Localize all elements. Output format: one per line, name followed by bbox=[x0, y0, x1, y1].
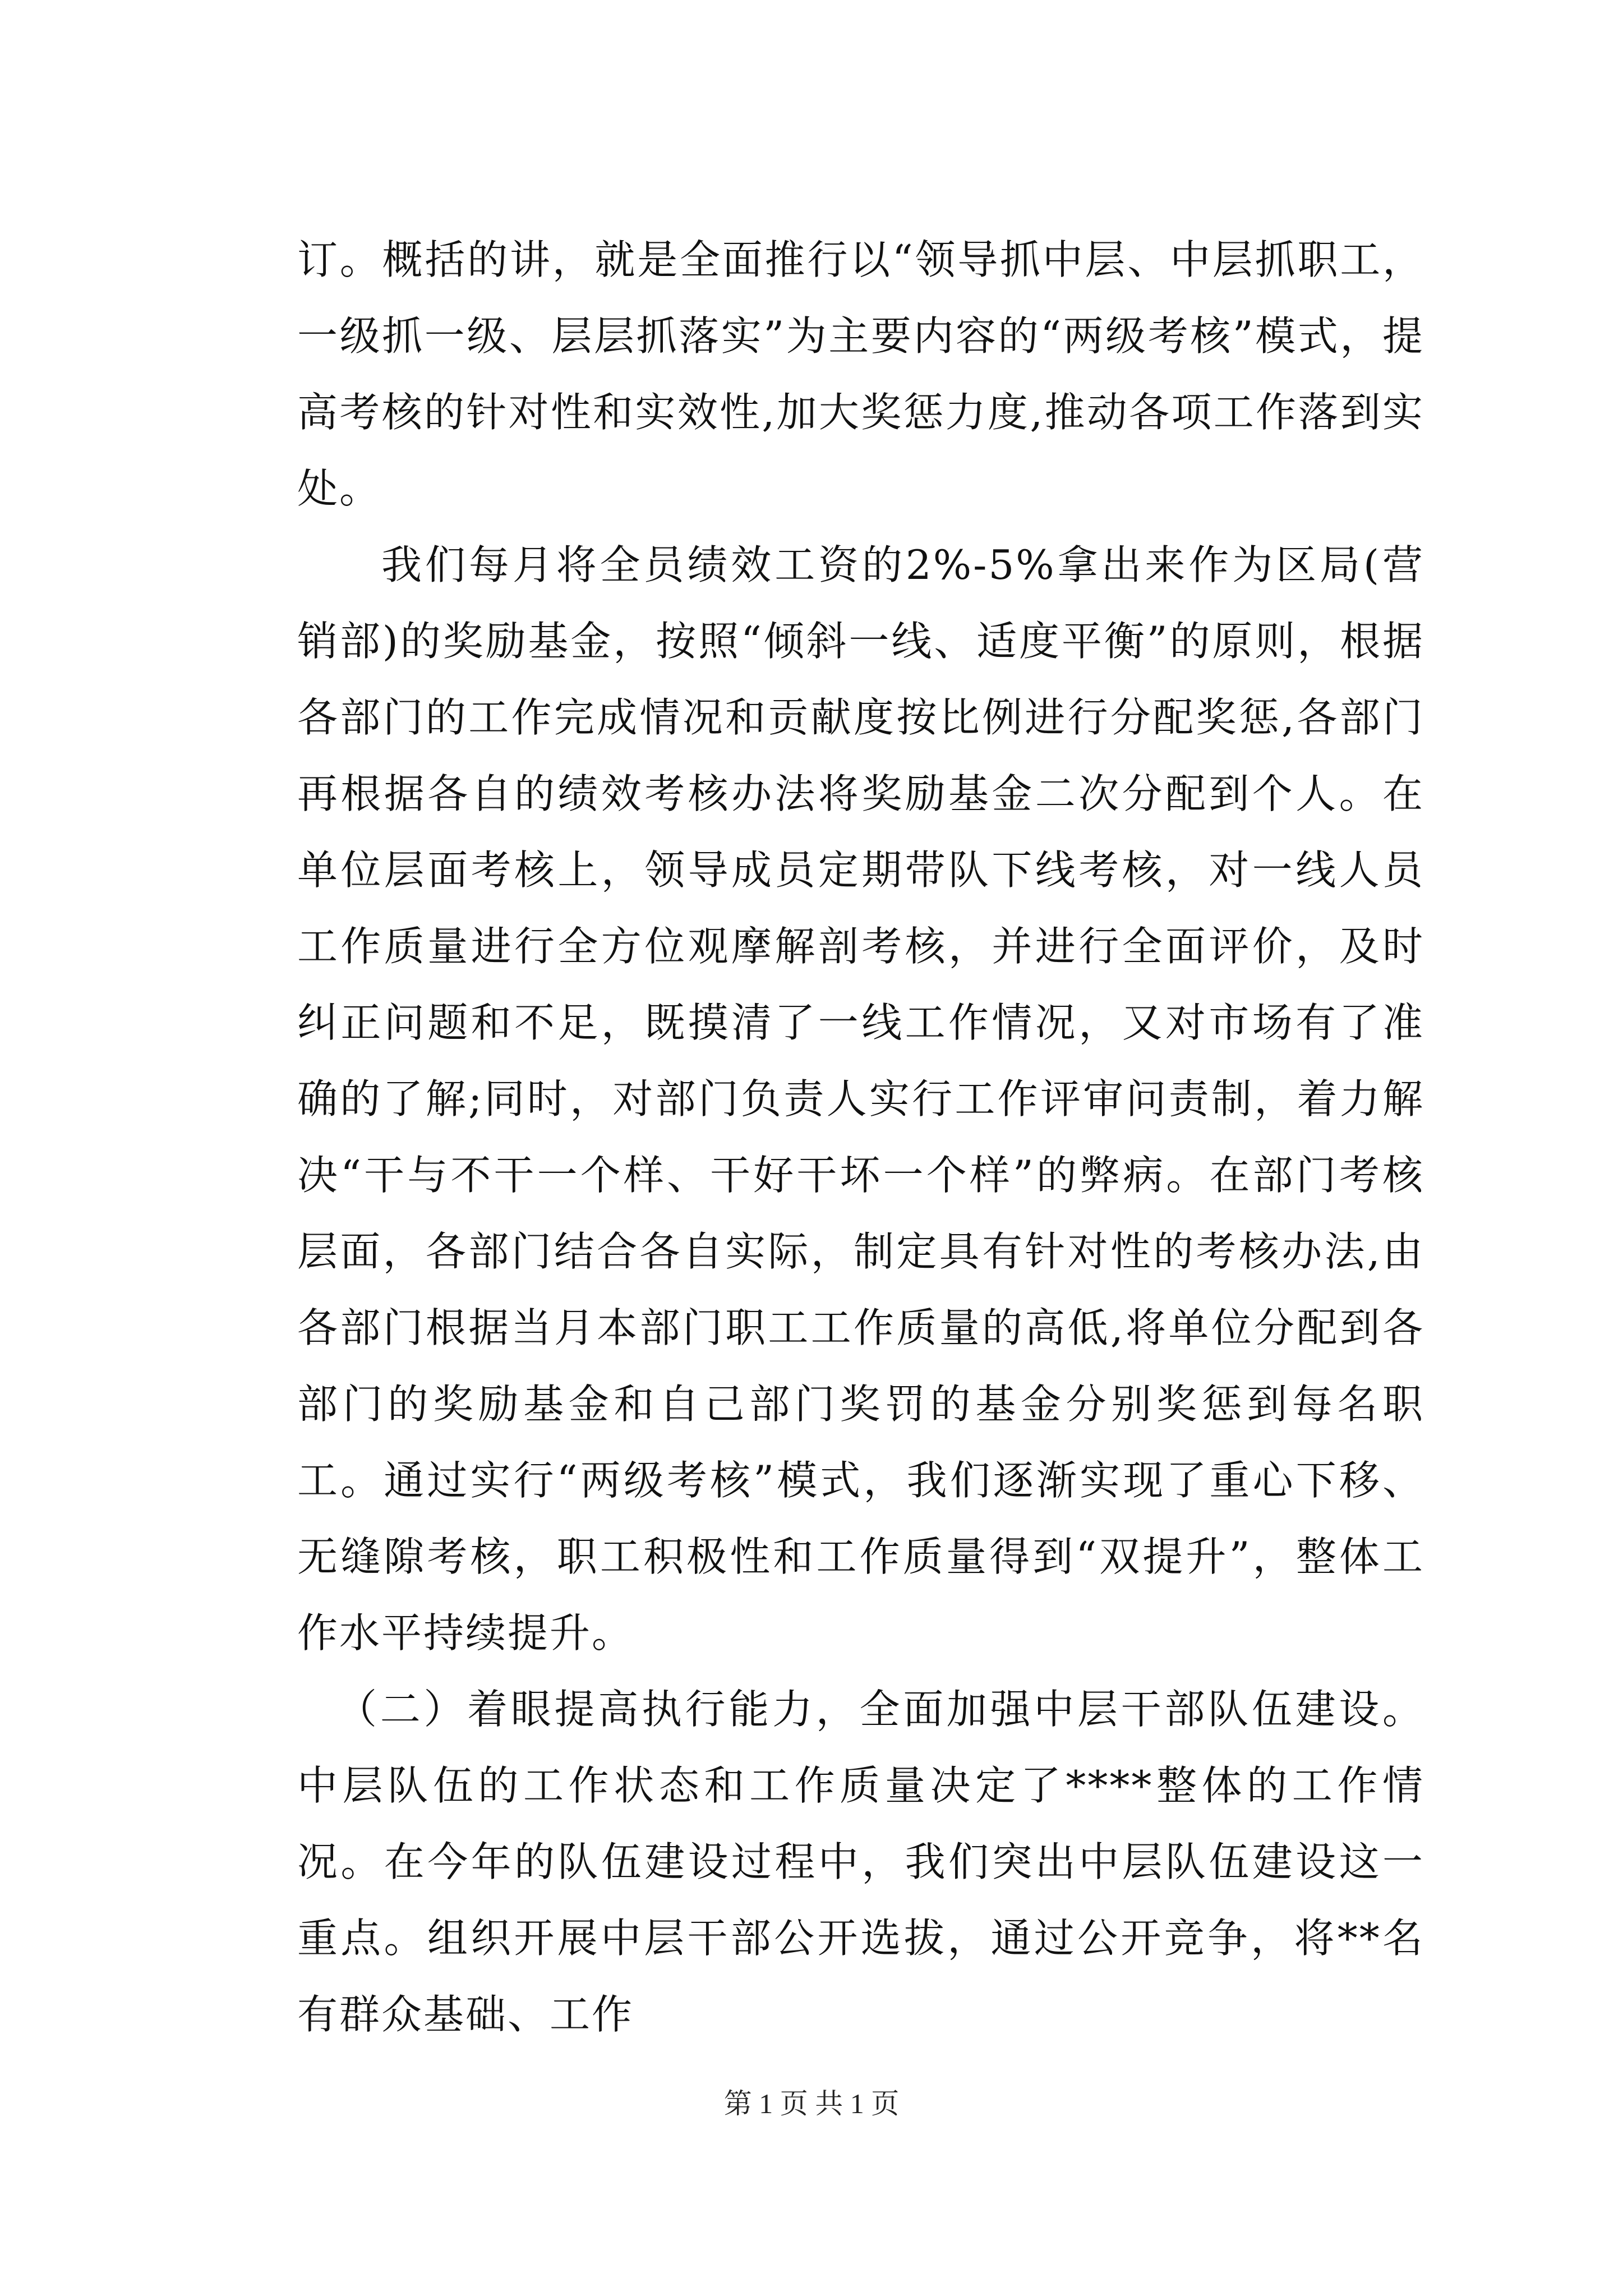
paragraph-continuation: 订。概括的讲，就是全面推行以“领导抓中层、中层抓职工，一级抓一级、层层抓落实”为主要内容的“两级考核”模式，提高考核的针对性和实效性,加大奖惩力度,推动各项工作落到实处。 bbox=[297, 236, 1424, 512]
paragraph-reward-fund: 我们每月将全员绩效工资的2%-5%拿出来作为区局(营销部)的奖励基金，按照“倾斜一线、适度平衡”的原则，根据各部门的工作完成情况和贡献度按比例进行分配奖惩,各部门再根据各自的绩效考核办法将奖励基金二次分配到个人。在单位层面考核上，领导成员定期带队下线考核，对一线人员工作质量进行全方位观摩解剖考核，并进行全面评价，及时纠正问题和不足，既摸清了一线工作情况，又对市场有了准确的了解;同时，对部门负责人实行工作评审问责制，着力解决“干与不干一个样、干好干坏一个样”的弊病。在部门考核层面，各部门结合各自实际，制定具有针对性的考核办法,由各部门根据当月本部门职工工作质量的高低,将单位分配到各部门的奖励基金和自己部门奖罚的基金分别奖惩到每名职工。通过实行“两级考核”模式，我们逐渐实现了重心下移、无缝隙考核，职工积极性和工作质量得到“双提升”，整体工作水平持续提升。 bbox=[297, 541, 1424, 1657]
paragraph-section-two: （二）着眼提高执行能力，全面加强中层干部队伍建设。中层队伍的工作状态和工作质量决定了****整体的工作情况。在今年的队伍建设过程中，我们突出中层队伍建设这一重点。组织开展中层干部公开选拔，通过公开竞争，将**名有群众基础、工作 bbox=[297, 1686, 1424, 2038]
document-body bbox=[297, 222, 1424, 2053]
page-footer: 第 1 页 共 1 页 bbox=[723, 2088, 900, 2119]
